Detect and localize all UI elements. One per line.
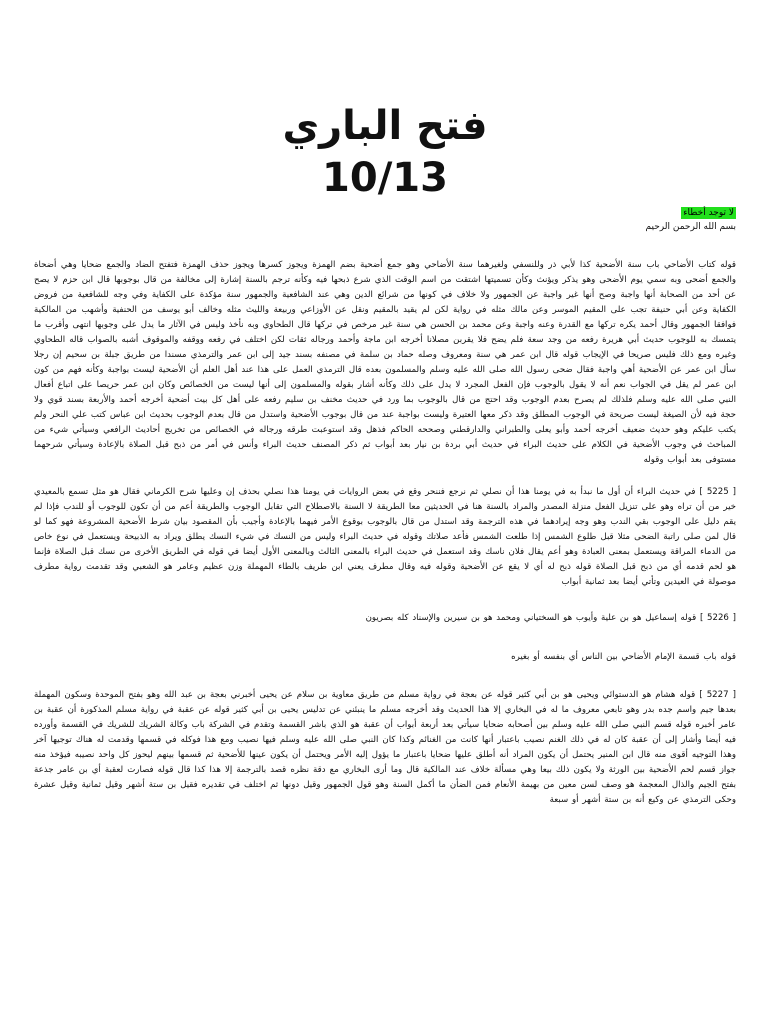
- paragraph-hadith-5226: [ 5226 ] قوله إسماعيل هو بن علية وأيوب هو السختياني ومحمد هو بن سيرين والإسناد كله بصريون: [365, 613, 736, 623]
- book-title: فتح الباري: [282, 103, 488, 149]
- status-badge: لا توجد أخطاء: [683, 208, 734, 218]
- basmala: بسم الله الرحمن الرحيم: [645, 222, 736, 232]
- paragraph-hadith-5227: [ 5227 ] قوله هشام هو الدستوائي ويحيى هو بن أبي كثير قوله عن بعجة في رواية مسلم من طريق معاوية بن سلام عن يحيى أخبرني بعجة بن عبد الله وهو بفتح الموحدة وسكون المهملة بعدها جيم واسم جده بدر وهو تابعي معروف ما له في البخاري إلا هذا الحديث وقد أخرجه مسلم ما ينبئني عن تدليس يحيى بن أبي كثير قوله عن عقبة في رواية مسلم المذكورة أن عقبة بن عامر أخبره قوله قسم النبي صلى الله عليه وسلم بين أصحابه ضحايا سيأتي بعد أربعة أبواب أن عقبة هو الذي باشر القسمة وتقدم في الشركة باب وكالة الشريك للشريك في القسمة وأورده فيه أيضا وأشار إلى أن عقبة كان له في ذلك الغنم نصيب باعتبار أنها كانت من الغنائم وكذا كان النبي صلى الله عليه وسلم فيها نصيب ومع هذا فوكله في قسمها وقدمت له هناك توجيها آخر وهذا التوجيه أقوى منه قال ابن المنير يحتمل أن يكون المراد أنه أطلق عليها ضحايا باعتبار ما يؤول إليه الأمر ويحتمل أن يكون عينها للأضحية ثم قسمها بينهم ليحوز كل واحد نصيبه فيؤخذ منه جواز قسم لحم الأضحية بين الورثة ولا يكون ذلك بيعا وهي مسألة خلاف عند المالكية قال وما أرى البخاري مع دقة نظره قصد بالترجمة إلا هذا كذا قال قوله فصارت لعقبة أي بن عامر جذعة بفتح الجيم والذال المعجمة هو وصف لسن معين من بهيمة الأنعام فمن الضأن ما أكمل السنة وهو قول الجمهور وقيل دونها ثم اختلف في تقديره فقيل بن ستة أشهر وقيل ثمانية وقيل عشرة وحكى الترمذي عن وكيع أنه بن ستة أشهر أو سبعة: [34, 690, 736, 805]
- paragraph-sunnat-al-udhiyah: قوله كتاب الأضاحي باب سنة الأضحية كذا لأبي ذر وللنسفي ولغيرهما سنة الأضاحي وهو جمع أضحية بضم الهمزة ويجوز كسرها ويجوز حذف الهمزة فتفتح الضاد والجمع ضحايا وهي أضحاة والجمع أضحى وبه سمي يوم الأضحى وهو يذكر ويؤنث وكأن تسميتها اشتقت من اسم الوقت الذي شرع ذبحها فيه وكأنه ترجم بالسنة إشارة إلى مخالفة من قال بوجوبها قال ابن حزم لا يصح عن أحد من الصحابة أنها واجبة وصح أنها غير واجبة عن الجمهور ولا خلاف في كونها من شرائع الدين وهي عند الشافعية والجمهور سنة مؤكدة على الكفاية وفي وجه للشافعية من فروض الكفاية وعن أبي حنيفة تجب على المقيم الموسر وعن مالك مثله في رواية لكن لم يقيد بالمقيم ونقل عن الأوزاعي وربيعة والليث مثله وخالف أبو يوسف من الحنفية وأشهب من المالكية فوافقا الجمهور وقال أحمد يكره تركها مع القدرة وعنه واجبة وعن محمد بن الحسن هي سنة غير مرخص في تركها قال الطحاوي وبه نأخذ وليس في الآثار ما يدل على وجوبها انتهى وأقرب ما يتمسك به للوجوب حديث أبي هريرة رفعه من وجد سعة فلم يضح فلا يقربن مصلانا أخرجه ابن ماجة وأحمد ورجاله ثقات لكن اختلف في رفعه ووقفه والموقوف أشبه بالصواب قاله الطحاوي وغيره ومع ذلك فليس صريحا في الإيجاب قوله قال ابن عمر هي سنة ومعروف وصله حماد بن سلمة في مصنفه بسند جيد إلى ابن عمر والترمذي مسندا من طريق جبلة بن سحيم إن رجلا سأل ابن عمر عن الأضحية أهي واجبة فقال ضحى رسول الله صلى الله عليه وسلم والمسلمون بعده قال الترمذي العمل على هذا عند أهل العلم أن الأضحية ليست بواجبة وكأنه فهم من كون ابن عمر لم يقل في الجواب نعم أنه لا يقول بالوجوب فإن الفعل المجرد لا يدل على ذلك وكأنه أشار بقوله والمسلمون إلى أنها ليست من الخصائص وكان ابن عمر حريصا على اتباع أفعال النبي صلى الله عليه وسلم فلذلك لم يصرح بعدم الوجوب وقد احتج من قال بالوجوب بما ورد في حديث مخنف بن سليم رفعه على أهل كل بيت أضحية أخرجه أحمد والأربعة بسند قوي ولا حجة فيه لأن الصيغة ليست صريحة في الوجوب المطلق وقد ذكر معها العتيرة وليست بواجبة عند من قال بوجوب الأضحية واستدل من قال بعدم الوجوب بحديث ابن عباس كتب علي النحر ولم يكتب عليكم وهو حديث ضعيف أخرجه أحمد وأبو يعلى والطبراني والدارقطني وصححه الحاكم فذهل وقد استوعبت طرقه ورجاله في الخصائص من تخريج أحاديث الرافعي وسيأتي شيء من المباحث في وجوب الأضحية في الكلام على حديث البراء في حديث أبي بردة بن نيار بعد أبواب ثم ذكر المصنف حديث البراء وأنس في أمر من ذبح قبل الصلاة بالإعادة وسيأتي شرحهما مستوفى بعد أبواب وقوله: [34, 260, 736, 465]
- paragraph-hadith-5225: [ 5225 ] في حديث البراء أن أول ما نبدأ به في يومنا هذا أن نصلي ثم نرجع فننحر وقع في بعض الروايات في يومنا هذا نصلي بحذف إن وعليها شرح الكرماني فقال هو مثل تسمع بالمعيدي خير من أن تراه وهو على تنزيل الفعل منزلة المصدر والمراد بالسنة هنا في الحديثين معا الطريقة لا السنة بالاصطلاح التي تقابل الوجوب والطريقة أعم من أن تكون للوجوب أو للندب فإذا لم يقم دليل على الوجوب بقي الندب وهو وجه إيرادهما في هذه الترجمة وقد استدل من قال بالوجوب بوقوع الأمر فيهما بالإعادة وأجيب بأن المقصود بيان شرط الأضحية المشروعة فهو كما لو قال لمن صلى راتبة الضحى مثلا قبل طلوع الشمس إذا طلعت الشمس فأعد صلاتك وقوله في حديث البراء وليس من النسك في شيء النسك يطلق ويراد به الذبيحة ويستعمل في نوع خاص من الدماء المراقة ويستعمل بمعنى العبادة وهو أعم يقال فلان ناسك وقد استعمل في حديث البراء بالمعنى الثالث وبالمعنى الأول أيضا في قوله في الطريق الأخرى من نسك قبل الصلاة فإنما هو لحم قدمه أي من ذبح قبل الصلاة قوله ذبح له أي لا يقع عن الأضحية وقوله فيه وقال مطرف يعني ابن طريف بالطاء المهملة وزن عظيم وعامر هو الشعبي وقد تقدمت رواية مطرف موصولة في العيدين وتأتي أيضا بعد ثمانية أبواب: [34, 487, 736, 587]
- document-header: [34, 207, 736, 233]
- volume-number: 10/13: [322, 155, 448, 201]
- chapter-heading-qismat-al-adahi: قوله باب قسمة الإمام الأضاحي بين الناس أي بنفسه أو بغيره: [511, 652, 736, 662]
